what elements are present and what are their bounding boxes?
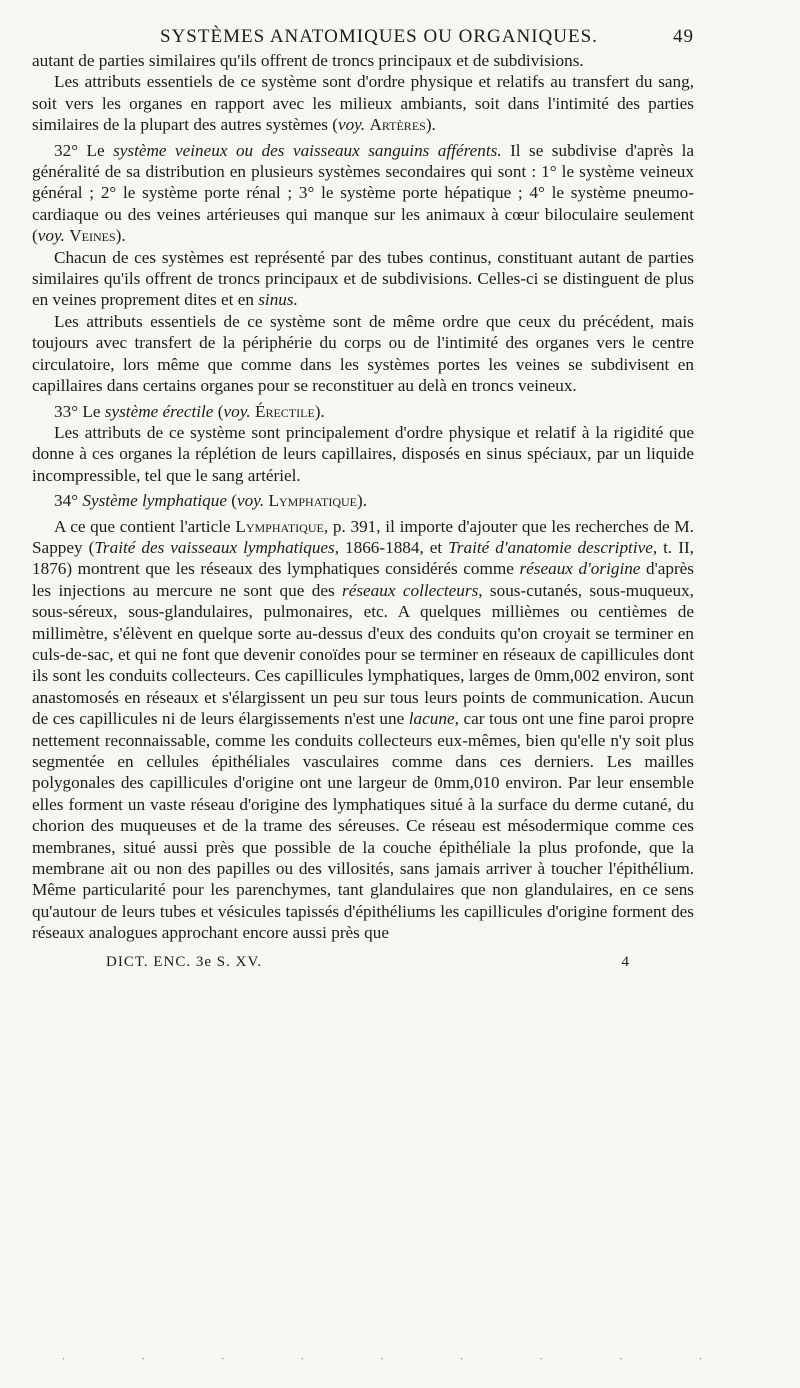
- text-run: Chacun de ces systèmes est représenté par des tubes continus, constituant autant de parties similaires qu'ils offrent de troncs principaux et de subdivisions. Celles-ci se distinguent de plus en veines proprement dites et en: [32, 247, 694, 310]
- italic-text: réseaux collecteurs: [342, 580, 479, 600]
- italic-text: système veineux ou des vaisseaux sanguins afférents.: [113, 140, 502, 160]
- italic-text: Traité d'anatomie descriptive: [448, 537, 653, 557]
- small-caps-text: Érectile: [254, 401, 315, 421]
- text-run: ).: [357, 491, 368, 511]
- text-run: autant de parties similaires qu'ils offrent de troncs principaux et de subdivisions.: [32, 51, 584, 70]
- text-run: (: [226, 491, 238, 511]
- text-run: ).: [115, 226, 126, 246]
- text-run: Les attributs essentiels de ce système sont d'ordre physique et relatifs au transfert du sang, soit vers les organes en rapport avec les milieux ambiants, soit dans l'intimité des parties similaires de la plupart des autres systèmes (: [32, 72, 694, 135]
- italic-text: Traité des vaisseaux lymphatiques: [94, 537, 335, 557]
- text-run: d'après les injections au mercure ne sont que des: [32, 559, 694, 600]
- paragraph: [32, 247, 694, 311]
- text-run: 32° Le: [54, 140, 114, 160]
- text-run: Les attributs essentiels de ce système sont de même ordre que ceux du précédent, mais toujours avec transfert de la périphérie du corps ou de l'intimité des organes vers le centre circulatoire, lors même que comme dans les systèmes portes les veines se subdivisent en capillaires dans certains organes pour se reconstituer au delà en troncs veineux.: [32, 311, 694, 396]
- running-header: [32, 26, 694, 48]
- text-run: , 1866-1884, et: [334, 537, 449, 557]
- paragraph: [32, 71, 694, 135]
- printer-signature: DICT. ENC. 3e S. XV.: [106, 953, 263, 970]
- text-run: Il se subdivise d'après la généralité de sa distribution en plusieurs systèmes secondaires qui sont : 1° le système veineux général ; 2° le système porte rénal ; 3° le système porte hépatique ; 4° le système pneumo-cardiaque ou des veines artérieuses qui manque sur les animaux à cœur biloculaire seulement (: [32, 140, 695, 246]
- text-run: Les attributs de ce système sont principalement d'ordre physique et relatif à la rigidité que donne à ces organes la réplétion de leurs capillaires, disposés en sinus spéciaux, par un liquide incompressible, tel que le sang artériel.: [32, 422, 694, 485]
- italic-text: voy.: [223, 401, 251, 421]
- page: [32, 26, 694, 971]
- text-run: ).: [425, 115, 436, 135]
- small-caps-text: Artères: [369, 115, 426, 135]
- paragraph: [32, 401, 694, 422]
- paragraph: [32, 50, 694, 71]
- text-run: (: [213, 401, 224, 421]
- paragraph: [32, 422, 694, 486]
- paragraph: [32, 516, 694, 944]
- italic-text: sinus.: [258, 290, 298, 310]
- paragraph: [32, 311, 694, 397]
- small-caps-text: Lymphatique: [268, 491, 358, 511]
- text-run: , p. 391, il importe d'ajouter que les recherches de M. Sappey (: [32, 516, 694, 557]
- italic-text: système érectile: [104, 401, 214, 421]
- italic-text: lacune: [408, 709, 455, 729]
- paragraph: [32, 490, 694, 511]
- italic-text: voy.: [337, 115, 366, 135]
- italic-text: voy.: [237, 491, 265, 511]
- text-run: ).: [314, 401, 325, 421]
- text-run: 33° Le: [54, 401, 105, 421]
- paragraph: [32, 140, 694, 247]
- text-run: , t. II, 1876) montrent que les réseaux des lymphatiques considérés comme: [32, 537, 694, 579]
- italic-text: voy.: [37, 226, 65, 246]
- small-caps-text: Veines: [69, 226, 116, 246]
- text-run: , car tous ont une fine paroi propre nettement reconnaissable, comme les conduits collecteurs eux-mêmes, bien qu'elle n'y soit plus segmentée en cellules épithéliales vasculaires comme dans ces derniers. Les mailles polygonales des capillicules d'origine ont une largeur de 0mm,010 environ. Par leur ensemble elles forment un vaste réseau d'origine des lymphatiques situé à la surface du derme cutané, du chorion des muqueuses et de la trame des séreuses. Ce réseau est mésodermique comme ces membranes, situé aussi près que possible de la couche épithéliale la plus profonde, que la membrane ait ou non des papilles ou des villosités, sans jamais arriver à toucher l'épithélium. Même particularité pour les parenchymes, tant glandulaires que non glandulaires, en ce sens qu'autour de leurs tubes et vésicules tapissés d'épithéliums les capillicules d'origine forment des réseaux analogues approchant encore aussi près que: [32, 709, 694, 943]
- article-body: [32, 50, 694, 944]
- italic-text: Système lymphatique: [82, 491, 227, 511]
- italic-text: réseaux d'origine: [519, 559, 641, 579]
- running-title: SYSTÈMES ANATOMIQUES OU ORGANIQUES.: [160, 26, 598, 47]
- text-run: , sous-cutanés, sous-muqueux, sous-séreux, sous-glandulaires, pulmonaires, etc. A quelques millièmes ou centièmes de millimètre, s'élèvent en quelque sorte au-dessus d'eux des conduits qu'on croyait se terminer en culs-de-sac, et qui ne font que devenir conoïdes pour se terminer en réseaux de capillicules dont ils sont les conduits collecteurs. Ces capillicules lymphatiques, larges de 0mm,002 environ, sont anastomosés en réseaux et s'élargissent un peu sur tous leurs points de communication. Aucun de ces capillicules ni de leurs élargissements n'est une: [32, 580, 694, 729]
- scan-specks: · · · · · · · · ·: [61, 1352, 739, 1366]
- sheet-number: 4: [621, 953, 630, 970]
- text-run: A ce que contient l'article: [54, 516, 236, 536]
- small-caps-text: Lymphatique: [235, 516, 324, 536]
- page-number: 49: [673, 26, 694, 47]
- text-run: 34°: [54, 491, 83, 511]
- page-footer: [32, 954, 694, 971]
